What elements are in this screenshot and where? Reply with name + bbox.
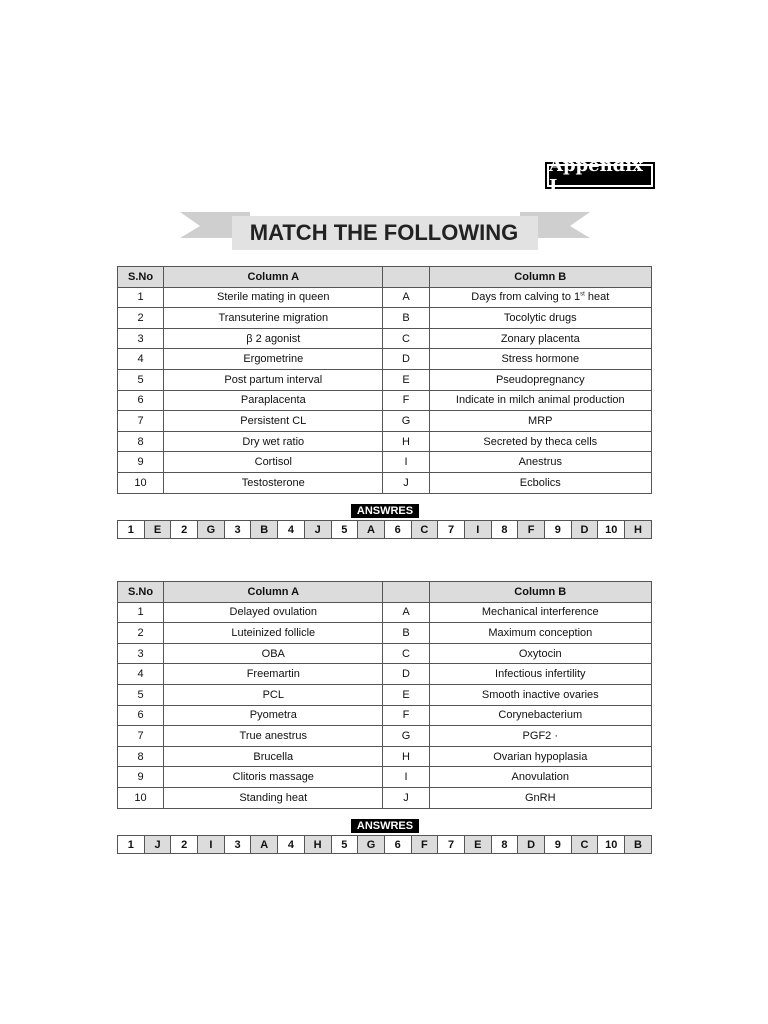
cell-column-b: [429, 602, 651, 623]
cell-column-b-text: Secreted by theca cells: [483, 435, 598, 448]
cell-column-b-text: Stress hormone: [501, 353, 580, 366]
answer-number: 10: [598, 836, 625, 854]
answer-letter: D: [518, 836, 545, 854]
answer-letter: I: [464, 521, 491, 539]
cell-column-b: [429, 726, 651, 747]
table-row: [118, 452, 652, 473]
cell-sno: 7: [118, 411, 164, 432]
table-row: [118, 472, 652, 493]
cell-column-b-text: Maximum conception: [488, 626, 593, 639]
table-row: [118, 643, 652, 664]
cell-column-a: Delayed ovulation: [164, 602, 383, 623]
answer-number: 9: [545, 521, 572, 539]
cell-column-a: Post partum interval: [164, 369, 383, 390]
cell-column-b: [429, 411, 651, 432]
table-row: [118, 705, 652, 726]
appendix-text: Appendix I: [549, 166, 651, 185]
cell-column-b: [429, 287, 651, 308]
cell-sno: 1: [118, 602, 164, 623]
cell-column-b-text: PGF2 ·: [522, 729, 558, 742]
answer-number: 10: [598, 521, 625, 539]
page-title: MATCH THE FOLLOWING: [249, 220, 519, 245]
cell-column-b-text: Oxytocin: [518, 647, 562, 660]
cell-column-a: True anestrus: [164, 726, 383, 747]
answer-letter: F: [518, 521, 545, 539]
answer-number: 6: [384, 521, 411, 539]
answer-letter: D: [571, 521, 598, 539]
answer-letter: B: [251, 521, 278, 539]
header-column-a: Column A: [164, 582, 383, 603]
answer-letter: F: [411, 836, 438, 854]
answer-number: 1: [118, 521, 145, 539]
cell-letter: C: [383, 643, 429, 664]
answer-number: 2: [171, 521, 198, 539]
cell-column-b: [429, 623, 651, 644]
answers-table-1: [117, 520, 652, 539]
cell-column-a: Clitoris massage: [164, 767, 383, 788]
answer-number: 7: [438, 521, 465, 539]
cell-column-a: Brucella: [164, 746, 383, 767]
table-row: [118, 767, 652, 788]
answer-number: 2: [171, 836, 198, 854]
answer-number: 4: [278, 521, 305, 539]
table-row: [118, 684, 652, 705]
cell-column-b: [429, 431, 651, 452]
answer-letter: J: [304, 521, 331, 539]
table-row: [118, 369, 652, 390]
header-letter: [383, 582, 429, 603]
cell-column-b-text: Ovarian hypoplasia: [493, 750, 588, 763]
answer-number: 5: [331, 836, 358, 854]
answers-label-1: ANSWRES: [351, 504, 419, 518]
table-row: [118, 349, 652, 370]
cell-column-b: [429, 787, 651, 808]
cell-column-b: [429, 746, 651, 767]
answer-number: 3: [224, 521, 251, 539]
cell-column-b-text: Indicate in milch animal production: [455, 394, 625, 407]
header-column-b: Column B: [429, 582, 651, 603]
cell-letter: C: [383, 328, 429, 349]
table-row: [118, 308, 652, 329]
cell-sno: 6: [118, 390, 164, 411]
cell-letter: H: [383, 431, 429, 452]
cell-column-b-text: MRP: [528, 414, 553, 427]
header-sno: S.No: [118, 267, 164, 288]
answer-letter: H: [304, 836, 331, 854]
cell-column-a: Paraplacenta: [164, 390, 383, 411]
table-row: [118, 623, 652, 644]
cell-column-b: [429, 328, 651, 349]
cell-column-b-text: Infectious infertility: [495, 668, 586, 681]
cell-column-b: [429, 308, 651, 329]
cell-column-a: Ergometrine: [164, 349, 383, 370]
header-column-b: Column B: [429, 267, 651, 288]
answers-label-2: ANSWRES: [351, 819, 419, 833]
answer-number: 6: [384, 836, 411, 854]
answer-letter: C: [411, 521, 438, 539]
answer-letter: E: [144, 521, 171, 539]
cell-column-b-text: Days from calving to 1: [471, 291, 581, 304]
answers-row: [118, 521, 652, 539]
cell-column-a: Standing heat: [164, 787, 383, 808]
answers-table-2: [117, 835, 652, 854]
answer-number: 5: [331, 521, 358, 539]
cell-column-b-tail: heat: [584, 291, 610, 304]
cell-column-a: Sterile mating in queen: [164, 287, 383, 308]
table-row: [118, 390, 652, 411]
cell-letter: H: [383, 746, 429, 767]
cell-column-b-text: GnRH: [525, 791, 556, 804]
cell-column-b-text: Anestrus: [518, 456, 562, 469]
cell-letter: B: [383, 623, 429, 644]
cell-column-b: [429, 349, 651, 370]
cell-letter: G: [383, 726, 429, 747]
table-header-row: [118, 582, 652, 603]
cell-column-b: [429, 684, 651, 705]
appendix-label: [545, 154, 655, 197]
answer-letter: I: [198, 836, 225, 854]
cell-column-b-sup: st: [580, 291, 585, 298]
table-row: [118, 287, 652, 308]
cell-sno: 2: [118, 308, 164, 329]
cell-letter: A: [383, 602, 429, 623]
cell-column-b-text: Smooth inactive ovaries: [481, 688, 599, 701]
cell-column-a: Persistent CL: [164, 411, 383, 432]
answer-number: 4: [278, 836, 305, 854]
answer-letter: H: [625, 521, 652, 539]
cell-sno: 4: [118, 664, 164, 685]
cell-sno: 4: [118, 349, 164, 370]
cell-letter: B: [383, 308, 429, 329]
answer-letter: G: [358, 836, 385, 854]
table-row: [118, 431, 652, 452]
cell-column-b-text: Corynebacterium: [498, 709, 583, 722]
cell-letter: I: [383, 767, 429, 788]
match-table-1: [117, 266, 652, 494]
table-row: [118, 746, 652, 767]
cell-column-b-text: Anovulation: [511, 771, 570, 784]
cell-sno: 3: [118, 328, 164, 349]
answer-letter: B: [625, 836, 652, 854]
table-row: [118, 602, 652, 623]
cell-sno: 9: [118, 452, 164, 473]
answer-letter: A: [358, 521, 385, 539]
answer-number: 8: [491, 836, 518, 854]
cell-sno: 7: [118, 726, 164, 747]
cell-column-b-text: Ecbolics: [519, 476, 561, 489]
answer-letter: E: [464, 836, 491, 854]
cell-column-b: [429, 472, 651, 493]
cell-column-a: PCL: [164, 684, 383, 705]
cell-column-b-text: Pseudopregnancy: [495, 373, 585, 386]
cell-sno: 10: [118, 787, 164, 808]
cell-column-a: Dry wet ratio: [164, 431, 383, 452]
cell-sno: 8: [118, 431, 164, 452]
answer-number: 9: [545, 836, 572, 854]
cell-sno: 1: [118, 287, 164, 308]
cell-column-a: β 2 agonist: [164, 328, 383, 349]
cell-sno: 5: [118, 369, 164, 390]
cell-column-a: OBA: [164, 643, 383, 664]
answer-number: 7: [438, 836, 465, 854]
cell-sno: 2: [118, 623, 164, 644]
cell-sno: 8: [118, 746, 164, 767]
table-row: [118, 787, 652, 808]
cell-column-b: [429, 452, 651, 473]
cell-sno: 3: [118, 643, 164, 664]
table-row: [118, 411, 652, 432]
header-sno: S.No: [118, 582, 164, 603]
answer-number: 8: [491, 521, 518, 539]
cell-letter: E: [383, 684, 429, 705]
cell-sno: 9: [118, 767, 164, 788]
cell-letter: D: [383, 349, 429, 370]
table-row: [118, 726, 652, 747]
answer-letter: J: [144, 836, 171, 854]
cell-letter: E: [383, 369, 429, 390]
table-row: [118, 328, 652, 349]
cell-letter: G: [383, 411, 429, 432]
cell-column-a: Cortisol: [164, 452, 383, 473]
cell-column-b-text: Zonary placenta: [500, 332, 580, 345]
cell-sno: 5: [118, 684, 164, 705]
cell-sno: 6: [118, 705, 164, 726]
cell-letter: A: [383, 287, 429, 308]
cell-column-b: [429, 643, 651, 664]
answer-number: 3: [224, 836, 251, 854]
cell-column-a: Pyometra: [164, 705, 383, 726]
header-letter: [383, 267, 429, 288]
cell-column-b-text: Mechanical interference: [481, 606, 599, 619]
cell-letter: J: [383, 472, 429, 493]
cell-column-a: Transuterine migration: [164, 308, 383, 329]
answer-letter: A: [251, 836, 278, 854]
cell-column-a: Luteinized follicle: [164, 623, 383, 644]
cell-column-b: [429, 664, 651, 685]
answer-number: 1: [118, 836, 145, 854]
cell-column-a: Freemartin: [164, 664, 383, 685]
table-row: [118, 664, 652, 685]
answer-letter: C: [571, 836, 598, 854]
cell-sno: 10: [118, 472, 164, 493]
cell-column-a: Testosterone: [164, 472, 383, 493]
answer-letter: G: [198, 521, 225, 539]
cell-column-b-text: Tocolytic drugs: [503, 311, 577, 324]
cell-letter: D: [383, 664, 429, 685]
table-header-row: [118, 267, 652, 288]
cell-column-b: [429, 767, 651, 788]
cell-column-b: [429, 369, 651, 390]
cell-column-b: [429, 705, 651, 726]
answers-row: [118, 836, 652, 854]
match-table-2: [117, 581, 652, 809]
cell-letter: F: [383, 390, 429, 411]
cell-letter: F: [383, 705, 429, 726]
cell-letter: I: [383, 452, 429, 473]
cell-letter: J: [383, 787, 429, 808]
header-column-a: Column A: [164, 267, 383, 288]
cell-column-b: [429, 390, 651, 411]
